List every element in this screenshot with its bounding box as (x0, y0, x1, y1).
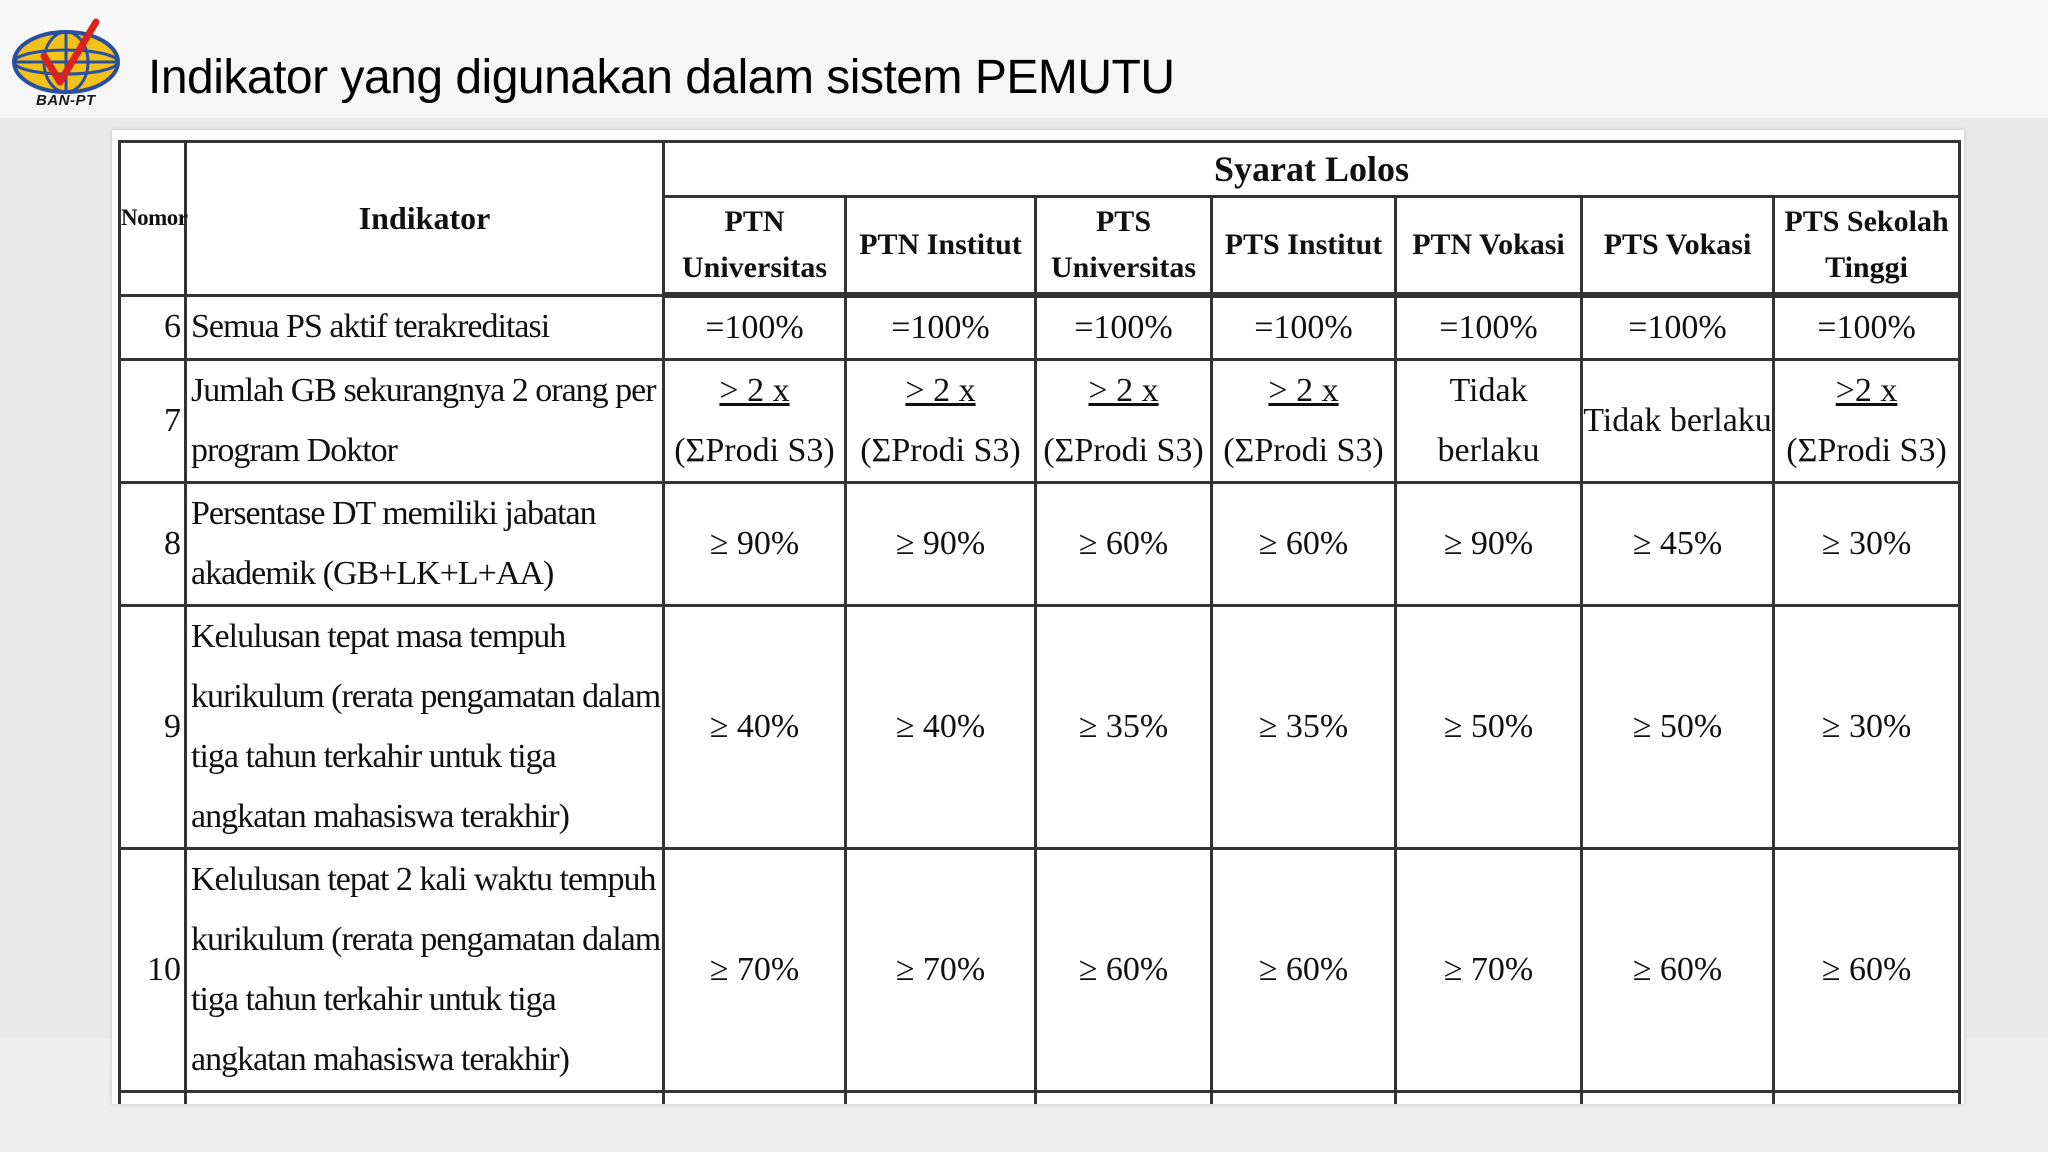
row-nomor: 6 (120, 295, 186, 360)
cell-value: ≥ 70% (846, 849, 1036, 1092)
table-row (120, 483, 1960, 606)
cell-value (846, 360, 1036, 483)
cell-line-1: > 2 x (1268, 372, 1339, 409)
cell-value: ≥ 60% (1212, 849, 1396, 1092)
cell-value (1582, 360, 1774, 483)
header-pts-vokasi: PTS Vokasi (1582, 197, 1774, 296)
header-pts-universitas: PTS Universitas (1036, 197, 1212, 296)
cell-line-1: >2 x (1835, 372, 1898, 409)
cell-value: ≥ 40% (846, 606, 1036, 849)
cell-value: =100% (1774, 295, 1960, 360)
slide-title: Indikator yang digunakan dalam sistem PEMUTU (148, 51, 1175, 104)
table-row (120, 606, 1960, 849)
header-ptn-universitas: PTN Universitas (664, 197, 846, 296)
cell-line-2: (ΣProdi S3) (674, 432, 835, 469)
cell-value: ≥ 70% (1396, 849, 1582, 1092)
cutoff-cell (846, 1092, 1036, 1105)
cell-value (1396, 360, 1582, 483)
cell-line-2: (ΣProdi S3) (1043, 432, 1204, 469)
cell-value: ≥ 60% (1582, 849, 1774, 1092)
cell-value: ≥ 60% (1774, 849, 1960, 1092)
cell-line-2: (ΣProdi S3) (1223, 432, 1384, 469)
row-nomor: 10 (120, 849, 186, 1092)
table-header (120, 142, 1960, 296)
header-ptn-vokasi: PTN Vokasi (1396, 197, 1582, 296)
cell-value: ≥ 40% (664, 606, 846, 849)
cutoff-cell (120, 1092, 186, 1105)
row-indikator: Jumlah GB sekurangnya 2 orang per program Doktor (186, 360, 664, 483)
table-row (120, 360, 1960, 483)
cell-value: =100% (1396, 295, 1582, 360)
cell-value: ≥ 90% (664, 483, 846, 606)
cell-value: ≥ 35% (1212, 606, 1396, 849)
cutoff-cell (186, 1092, 664, 1105)
header-nomor: Nomor (120, 142, 186, 296)
cell-line-1: Tidak berlaku (1437, 372, 1540, 469)
table-body (120, 295, 1960, 1104)
indicator-table (118, 140, 1961, 1104)
cell-value: ≥ 60% (1036, 849, 1212, 1092)
cell-value: ≥ 30% (1774, 483, 1960, 606)
cutoff-cell (1396, 1092, 1582, 1105)
logo-text: BAN-PT (36, 92, 96, 109)
header-ptn-institut: PTN Institut (846, 197, 1036, 296)
cell-line-1: > 2 x (719, 372, 790, 409)
cell-value: ≥ 90% (1396, 483, 1582, 606)
cell-value: =100% (1036, 295, 1212, 360)
row-indikator: Semua PS aktif terakreditasi (186, 295, 664, 360)
cutoff-cell (664, 1092, 846, 1105)
cell-value: ≥ 35% (1036, 606, 1212, 849)
cell-value: =100% (1212, 295, 1396, 360)
cutoff-cell (1774, 1092, 1960, 1105)
cell-value: =100% (1582, 295, 1774, 360)
row-indikator: Persentase DT memiliki jabatan akademik (GB+LK+L+AA) (186, 483, 664, 606)
row-nomor: 8 (120, 483, 186, 606)
cell-value (1774, 360, 1960, 483)
row-nomor: 9 (120, 606, 186, 849)
cell-value: ≥ 50% (1396, 606, 1582, 849)
cell-value: ≥ 70% (664, 849, 846, 1092)
row-indikator: Kelulusan tepat 2 kali waktu tempuh kurikulum (rerata pengamatan dalam tiga tahun terkahir untuk tiga angkatan mahasiswa terakhir) (186, 849, 664, 1092)
cell-value: ≥ 60% (1036, 483, 1212, 606)
cell-value: ≥ 90% (846, 483, 1036, 606)
cutoff-cell (1582, 1092, 1774, 1105)
cell-value (1212, 360, 1396, 483)
cell-value (664, 360, 846, 483)
cell-value: =100% (664, 295, 846, 360)
cell-value: ≥ 45% (1582, 483, 1774, 606)
cutoff-cell (1212, 1092, 1396, 1105)
cell-value: ≥ 60% (1212, 483, 1396, 606)
cell-value: ≥ 30% (1774, 606, 1960, 849)
cell-line-2: (ΣProdi S3) (860, 432, 1021, 469)
indicator-table-container (112, 130, 1964, 1104)
row-indikator: Kelulusan tepat masa tempuh kurikulum (rerata pengamatan dalam tiga tahun terkahir untuk tiga angkatan mahasiswa terakhir) (186, 606, 664, 849)
cell-value (1036, 360, 1212, 483)
row-nomor: 7 (120, 360, 186, 483)
cell-line-1: > 2 x (1088, 372, 1159, 409)
cell-line-1: > 2 x (905, 372, 976, 409)
header-pts-sekolah-tinggi: PTS Sekolah Tinggi (1774, 197, 1960, 296)
table-row-cutoff (120, 1092, 1960, 1105)
cell-line-1: Tidak berlaku (1583, 402, 1772, 439)
cell-value: ≥ 50% (1582, 606, 1774, 849)
table-row (120, 295, 1960, 360)
table-row (120, 849, 1960, 1092)
cutoff-cell (1036, 1092, 1212, 1105)
header-indikator: Indikator (186, 142, 664, 296)
header-pts-institut: PTS Institut (1212, 197, 1396, 296)
header-syarat-lolos: Syarat Lolos (664, 142, 1960, 197)
cell-line-2: (ΣProdi S3) (1786, 432, 1947, 469)
cell-value: =100% (846, 295, 1036, 360)
